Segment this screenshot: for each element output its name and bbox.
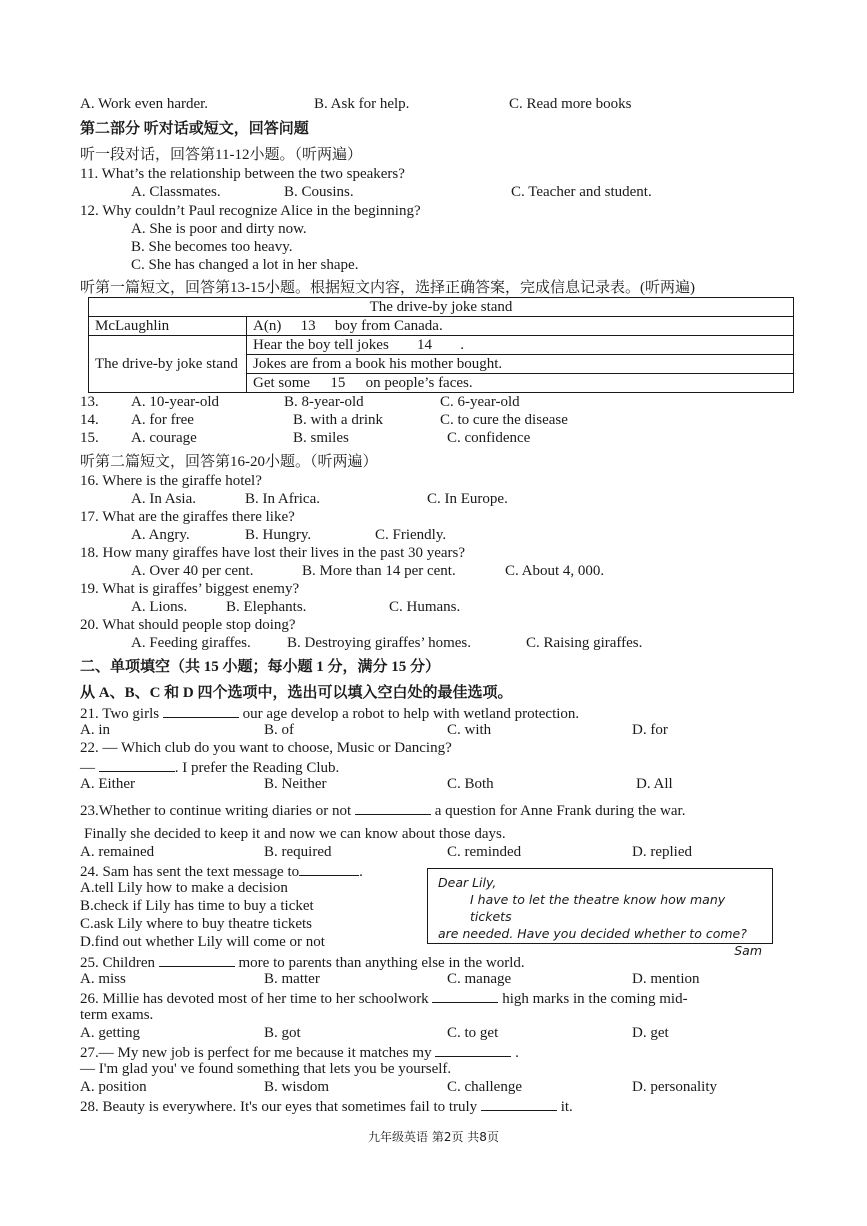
q27-option-a: A. position — [80, 1079, 147, 1095]
q15-option-b: B. smiles — [293, 430, 349, 446]
q26-option-b: B. got — [264, 1025, 301, 1041]
note-line2: are needed. Have you decided whether to come? — [438, 926, 747, 941]
q22-option-c: C. Both — [447, 776, 494, 792]
table-row2-line2: Jokes are from a book his mother bought. — [247, 355, 794, 374]
table-row2-label: The drive-by joke stand — [89, 336, 247, 393]
q13-option-b: B. 8-year-old — [284, 394, 364, 410]
q25-option-a: A. miss — [80, 971, 126, 987]
q28-stem: 28. Beauty is everywhere. It's our eyes that sometimes fail to truly it. — [80, 1096, 573, 1116]
q24-blank — [299, 861, 359, 876]
q21-option-a: A. in — [80, 722, 110, 738]
q26-stem: 26. Millie has devoted most of her time to her schoolwork high marks in the coming mid- — [80, 988, 688, 1008]
blank-14: 14 — [417, 337, 433, 353]
q25-blank — [159, 952, 235, 967]
q11-option-a: A. Classmates. — [131, 184, 221, 200]
q21-option-b: B. of — [264, 722, 294, 738]
q15-option-c: C. confidence — [447, 430, 531, 446]
q19-stem: 19. What is giraffes’ biggest enemy? — [80, 581, 300, 597]
q12-option-c: C. She has changed a lot in her shape. — [131, 257, 359, 273]
q25-option-c: C. manage — [447, 971, 512, 987]
q22-option-d: D. All — [636, 776, 673, 792]
note-greeting: Dear Lily, — [438, 875, 497, 890]
q24-stem: 24. Sam has sent the text message to . — [80, 861, 363, 881]
q20-option-b: B. Destroying giraffes’ homes. — [287, 635, 471, 651]
q10-option-a: A. Work even harder. — [80, 96, 209, 112]
part2-heading: 第二部分 听对话或短文，回答问题 — [80, 121, 309, 137]
q23-option-c: C. reminded — [447, 844, 522, 860]
q15-num: 15. — [80, 430, 99, 446]
q17-option-a: A. Angry. — [131, 527, 190, 543]
q17-option-b: B. Hungry. — [245, 527, 312, 543]
q12-option-b: B. She becomes too heavy. — [131, 239, 293, 255]
q16-option-b: B. In Africa. — [245, 491, 320, 507]
q27-blank — [435, 1042, 511, 1057]
q21-stem: 21. Two girls our age develop a robot to help with wetland protection. — [80, 703, 579, 723]
dialog-intro: 听一段对话，回答第11-12小题。（听两遍） — [80, 147, 362, 163]
q23-stem: 23.Whether to continue writing diaries or not a question for Anne Frank during the war. — [80, 800, 685, 820]
page-footer: 九年级英语 第2页 共8页 — [368, 1130, 499, 1144]
passage2-intro: 听第二篇短文，回答第16-20小题。（听两遍） — [80, 454, 378, 470]
q24-option-a: A.tell Lily how to make a decision — [80, 880, 288, 896]
q18-option-c: C. About 4, 000. — [505, 563, 605, 579]
q23-option-b: B. required — [264, 844, 332, 860]
q24-option-d: D.find out whether Lily will come or not — [80, 934, 325, 950]
q23-blank — [355, 800, 431, 815]
q26-option-a: A. getting — [80, 1025, 140, 1041]
q20-stem: 20. What should people stop doing? — [80, 617, 296, 633]
q14-option-a: A. for free — [131, 412, 194, 428]
table-row1-value: A(n) 13 boy from Canada. — [247, 317, 794, 336]
q15-option-a: A. courage — [131, 430, 197, 446]
q17-stem: 17. What are the giraffes there like? — [80, 509, 295, 525]
passage1-intro: 听第一篇短文，回答第13-15小题。根据短文内容，选择正确答案，完成信息记录表。(听两遍) — [80, 280, 695, 296]
q18-option-a: A. Over 40 per cent. — [131, 563, 254, 579]
q25-option-d: D. mention — [632, 971, 700, 987]
blank-15: 15 — [330, 375, 346, 391]
q25-option-b: B. matter — [264, 971, 320, 987]
q27-line2: — I'm glad you' ve found something that lets you be yourself. — [80, 1061, 452, 1077]
joke-stand-table — [88, 297, 794, 393]
q14-option-b: B. with a drink — [293, 412, 383, 428]
text-message-box — [427, 868, 773, 958]
q17-option-c: C. Friendly. — [375, 527, 447, 543]
q26-blank — [432, 988, 498, 1003]
table-row2-line1: Hear the boy tell jokes 14 . — [247, 336, 794, 355]
q26-line2: term exams. — [80, 1007, 154, 1023]
q13-option-a: A. 10-year-old — [131, 394, 220, 410]
q24-option-c: C.ask Lily where to buy theatre tickets — [80, 916, 313, 932]
q27-option-b: B. wisdom — [264, 1079, 330, 1095]
q23-option-a: A. remained — [80, 844, 155, 860]
q22-option-a: A. Either — [80, 776, 135, 792]
q11-option-c: C. Teacher and student. — [511, 184, 652, 200]
q21-blank — [163, 703, 239, 718]
section2-heading: 二、单项填空（共 15 小题；每小题 1 分，满分 15 分） — [80, 659, 441, 675]
q28-blank — [481, 1096, 557, 1111]
q18-stem: 18. How many giraffes have lost their lives in the past 30 years? — [80, 545, 466, 561]
q14-num: 14. — [80, 412, 99, 428]
q22-line2: — . I prefer the Reading Club. — [80, 757, 339, 777]
q25-stem: 25. Children more to parents than anything else in the world. — [80, 952, 525, 972]
note-line1: I have to let the theatre know how many tickets — [470, 892, 726, 924]
q12-stem: 12. Why couldn’t Paul recognize Alice in the beginning? — [80, 203, 421, 219]
q27-option-d: D. personality — [632, 1079, 717, 1095]
q12-option-a: A. She is poor and dirty now. — [131, 221, 307, 237]
q26-option-d: D. get — [632, 1025, 669, 1041]
q13-num: 13. — [80, 394, 99, 410]
q16-option-a: A. In Asia. — [131, 491, 196, 507]
q11-stem: 11. What’s the relationship between the two speakers? — [80, 166, 405, 182]
table-title: The drive-by joke stand — [89, 298, 794, 317]
table-row2-line3: Get some 15 on people’s faces. — [247, 374, 794, 393]
q22-line1: 22. — Which club do you want to choose, Music or Dancing? — [80, 740, 452, 756]
q20-option-c: C. Raising giraffes. — [526, 635, 643, 651]
q19-option-a: A. Lions. — [131, 599, 188, 615]
q20-option-a: A. Feeding giraffes. — [131, 635, 251, 651]
q14-option-c: C. to cure the disease — [440, 412, 568, 428]
q18-option-b: B. More than 14 per cent. — [302, 563, 456, 579]
q16-stem: 16. Where is the giraffe hotel? — [80, 473, 262, 489]
note-signature: Sam — [734, 943, 762, 958]
q22-option-b: B. Neither — [264, 776, 327, 792]
table-row1-label: McLaughlin — [89, 317, 247, 336]
q23-line2: Finally she decided to keep it and now we can know about those days. — [84, 826, 506, 842]
q22-blank — [99, 757, 175, 772]
q21-option-c: C. with — [447, 722, 492, 738]
q26-option-c: C. to get — [447, 1025, 499, 1041]
q13-option-c: C. 6-year-old — [440, 394, 520, 410]
q10-option-c: C. Read more books — [509, 96, 632, 112]
q24-option-b: B.check if Lily has time to buy a ticket — [80, 898, 314, 914]
blank-13: 13 — [300, 318, 316, 334]
q27-stem: 27.— My new job is perfect for me because it matches my . — [80, 1042, 519, 1062]
q10-option-b: B. Ask for help. — [314, 96, 410, 112]
q19-option-c: C. Humans. — [389, 599, 461, 615]
q11-option-b: B. Cousins. — [284, 184, 354, 200]
q23-option-d: D. replied — [632, 844, 692, 860]
q27-option-c: C. challenge — [447, 1079, 522, 1095]
section2-instruction: 从 A、B、C 和 D 四个选项中，选出可以填入空白处的最佳选项。 — [80, 685, 513, 701]
q16-option-c: C. In Europe. — [427, 491, 508, 507]
q19-option-b: B. Elephants. — [226, 599, 307, 615]
q21-option-d: D. for — [632, 722, 668, 738]
